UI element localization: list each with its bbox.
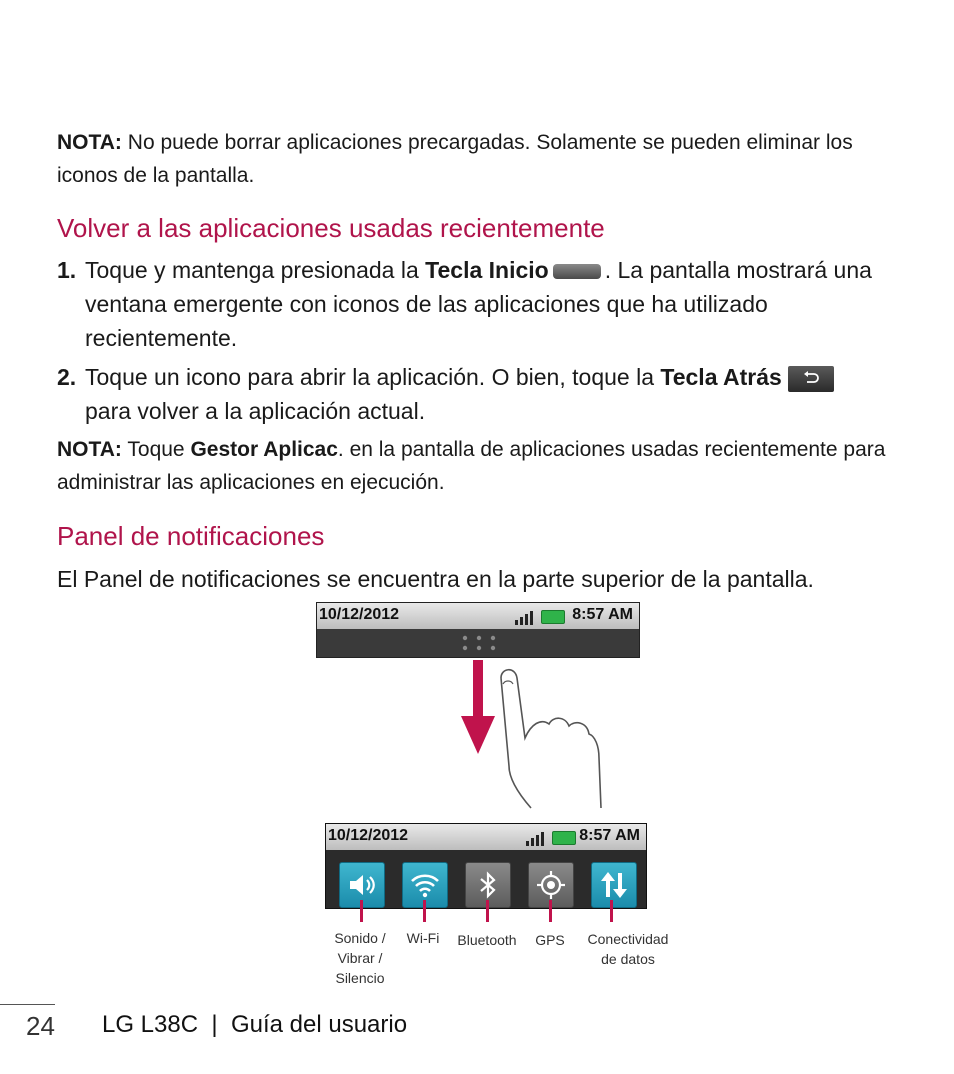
hand-gesture-icon — [495, 660, 605, 814]
section-heading-recent-apps: Volver a las aplicaciones usadas recientemente — [57, 213, 605, 243]
app-manager-label: Gestor Aplicac — [190, 438, 338, 461]
quick-setting-data[interactable] — [591, 862, 637, 908]
pointer-gps — [549, 900, 552, 922]
section-heading-notifications: Panel de notificaciones — [57, 521, 325, 551]
note-delete-apps — [57, 126, 887, 192]
back-key-label: Tecla Atrás — [660, 364, 782, 390]
label-data: Conectividad de datos — [587, 931, 669, 967]
drag-handle-icon[interactable] — [461, 634, 497, 656]
status-bar-strip — [317, 603, 639, 629]
bluetooth-icon — [472, 869, 504, 901]
page-number: 24 — [26, 1011, 55, 1041]
step-number: 1. — [57, 257, 77, 283]
back-key-icon — [788, 366, 834, 392]
battery-icon — [552, 831, 576, 845]
note-label: NOTA: — [57, 438, 122, 461]
status-time: 8:57 AM — [572, 606, 633, 623]
step-number: 2. — [57, 364, 77, 390]
note-label: NOTA: — [57, 131, 122, 154]
footer-title: LG L38C | Guía del usuario — [102, 1011, 408, 1038]
footer-divider — [0, 1004, 55, 1005]
label-gps: GPS — [535, 932, 565, 948]
label-bluetooth: Bluetooth — [457, 932, 517, 948]
wifi-icon — [409, 869, 441, 901]
step-1 — [57, 253, 897, 355]
step-text: Toque un icono para abrir la aplicación. O bien, toque la Tecla Atrás para volver a la aplicación actual. — [85, 360, 897, 428]
status-date: 10/12/2012 — [328, 827, 409, 844]
step-2 — [57, 360, 897, 428]
pointer-sound — [360, 900, 363, 922]
note-app-manager: NOTA: Toque Gestor Aplicac. en la pantalla de aplicaciones usadas recientemente para administrar las aplicaciones en ejecución. — [57, 438, 886, 494]
status-bar-collapsed — [316, 602, 640, 658]
step-text: Toque y mantenga presionada la Tecla Inicio . La pantalla mostrará una ventana emergente con iconos de las aplicaciones que ha utilizado recientemente. — [85, 257, 872, 351]
label-wifi: Wi-Fi — [406, 930, 440, 946]
label-sound: Sonido / Vibrar / Silencio — [334, 930, 386, 986]
status-bar-strip — [326, 824, 646, 850]
notifications-intro: El Panel de notificaciones se encuentra en la parte superior de la pantalla. — [57, 566, 814, 592]
pointer-wifi — [423, 900, 426, 922]
pointer-data — [610, 900, 613, 922]
signal-icon — [526, 830, 548, 846]
signal-icon — [515, 609, 537, 625]
speaker-icon — [346, 869, 378, 901]
gps-icon — [535, 869, 567, 901]
status-bar-expanded — [325, 823, 647, 909]
data-transfer-icon — [598, 869, 630, 901]
status-date: 10/12/2012 — [319, 606, 400, 623]
battery-icon — [541, 610, 565, 624]
pointer-bluetooth — [486, 900, 489, 922]
note-text: No puede borrar aplicaciones precargadas. Solamente se pueden eliminar los iconos de la pantalla. — [57, 131, 853, 187]
status-time: 8:57 AM — [579, 827, 640, 844]
home-key-icon — [553, 264, 601, 279]
home-key-label: Tecla Inicio — [425, 257, 549, 283]
